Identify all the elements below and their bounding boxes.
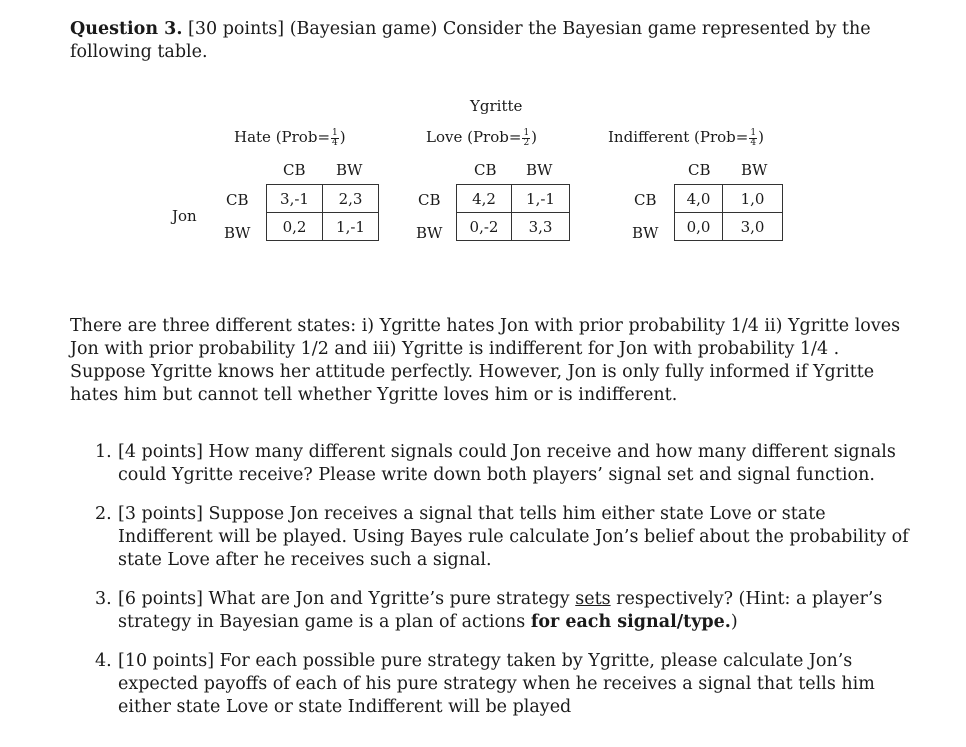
sub-question-number: 2.	[95, 504, 112, 524]
state-indifferent-name: Indifferent (Prob=	[608, 128, 749, 146]
payoff-table-indifferent	[674, 184, 783, 241]
sub-question-text: [10 points] For each possible pure strategy taken by Ygritte, please calculate Jon’s expected payoffs of each of his pure strategy when he receives a signal that tells him either state Love or state Indifferent will be played	[118, 651, 875, 717]
table-row	[267, 185, 379, 213]
sub-question-number: 4.	[95, 651, 112, 671]
state-hate-heading: Hate (Prob= $\frac{1}{4}$ )	[234, 127, 346, 148]
payoff-cell: 3,0	[723, 213, 783, 241]
love-row-bw: BW	[416, 224, 443, 242]
payoff-cell: 2,3	[323, 185, 379, 213]
table-row	[457, 213, 570, 241]
payoff-cell: 1,-1	[512, 185, 570, 213]
love-row-cb: CB	[418, 191, 441, 209]
payoff-cell: 1,0	[723, 185, 783, 213]
hate-col-cb: CB	[283, 161, 306, 179]
indifferent-row-cb: CB	[634, 191, 657, 209]
payoff-table-hate	[266, 184, 379, 241]
table-row	[267, 213, 379, 241]
sub-question-number: 1.	[95, 442, 112, 462]
payoff-cell: 4,0	[675, 185, 723, 213]
table-row	[675, 185, 783, 213]
underlined-sets: sets	[575, 589, 611, 609]
table-row	[457, 185, 570, 213]
sub-question-list	[70, 441, 915, 735]
sub-question	[70, 503, 915, 572]
table-row	[675, 213, 783, 241]
sub-question	[70, 650, 915, 719]
sub-question-number: 3.	[95, 589, 112, 609]
payoff-cell: 0,-2	[457, 213, 512, 241]
sub-question-text: [4 points] How many different signals could Jon receive and how many different signals could Ygritte receive? Please write down both players’ signal set and signal function.	[118, 442, 896, 485]
hate-col-bw: BW	[336, 161, 363, 179]
indifferent-col-cb: CB	[688, 161, 711, 179]
payoff-cell: 0,0	[675, 213, 723, 241]
payoff-cell: 0,2	[267, 213, 323, 241]
indifferent-row-bw: BW	[632, 224, 659, 242]
states-description: There are three different states: i) Ygritte hates Jon with prior probability 1/4 ii) Ygritte loves Jon with prior probability 1/2 and iii) Ygritte is indifferent for Jon with probability 1/4 . Suppose Ygritte knows her attitude perfectly. However, Jon is only fully informed if Ygritte hates him but cannot tell whether Ygritte loves him or is indifferent.	[70, 316, 901, 405]
sub-question-text: [6 points] What are Jon and Ygritte’s pure strategy sets respectively? (Hint: a player’s strategy in Bayesian game is a plan of actions for each signal/type.)	[118, 589, 883, 632]
row-player-label: Jon	[172, 207, 197, 225]
sub-question	[70, 588, 915, 634]
state-hate-prob: $\frac{1}{4}$	[332, 127, 338, 148]
bold-emphasis: for each signal/type.	[530, 612, 731, 632]
state-love-name: Love (Prob=	[426, 128, 522, 146]
payoff-cell: 4,2	[457, 185, 512, 213]
question-intro-text: [30 points] (Bayesian game) Consider the Bayesian game represented by the following table.	[70, 19, 871, 62]
payoff-table-love	[456, 184, 570, 241]
payoff-cell: 3,-1	[267, 185, 323, 213]
state-indifferent-heading: Indifferent (Prob= $\frac{1}{4}$ )	[608, 127, 764, 148]
column-player-label: Ygritte	[470, 97, 523, 115]
question-label: Question 3.	[70, 19, 183, 39]
question-header	[70, 18, 920, 64]
hate-row-bw: BW	[224, 224, 251, 242]
hate-row-cb: CB	[226, 191, 249, 209]
payoff-cell: 3,3	[512, 213, 570, 241]
state-hate-name: Hate (Prob=	[234, 128, 331, 146]
love-col-cb: CB	[474, 161, 497, 179]
sub-question-text: [3 points] Suppose Jon receives a signal that tells him either state Love or state Indifferent will be played. Using Bayes rule calculate Jon’s belief about the probability of state Love after he receives such a signal.	[118, 504, 909, 570]
indifferent-col-bw: BW	[741, 161, 768, 179]
payoff-cell: 1,-1	[323, 213, 379, 241]
sub-question	[70, 441, 915, 487]
love-col-bw: BW	[526, 161, 553, 179]
state-love-prob: $\frac{1}{2}$	[523, 127, 530, 148]
state-love-heading: Love (Prob= $\frac{1}{2}$ )	[426, 127, 538, 148]
state-indifferent-prob: $\frac{1}{4}$	[750, 127, 757, 148]
